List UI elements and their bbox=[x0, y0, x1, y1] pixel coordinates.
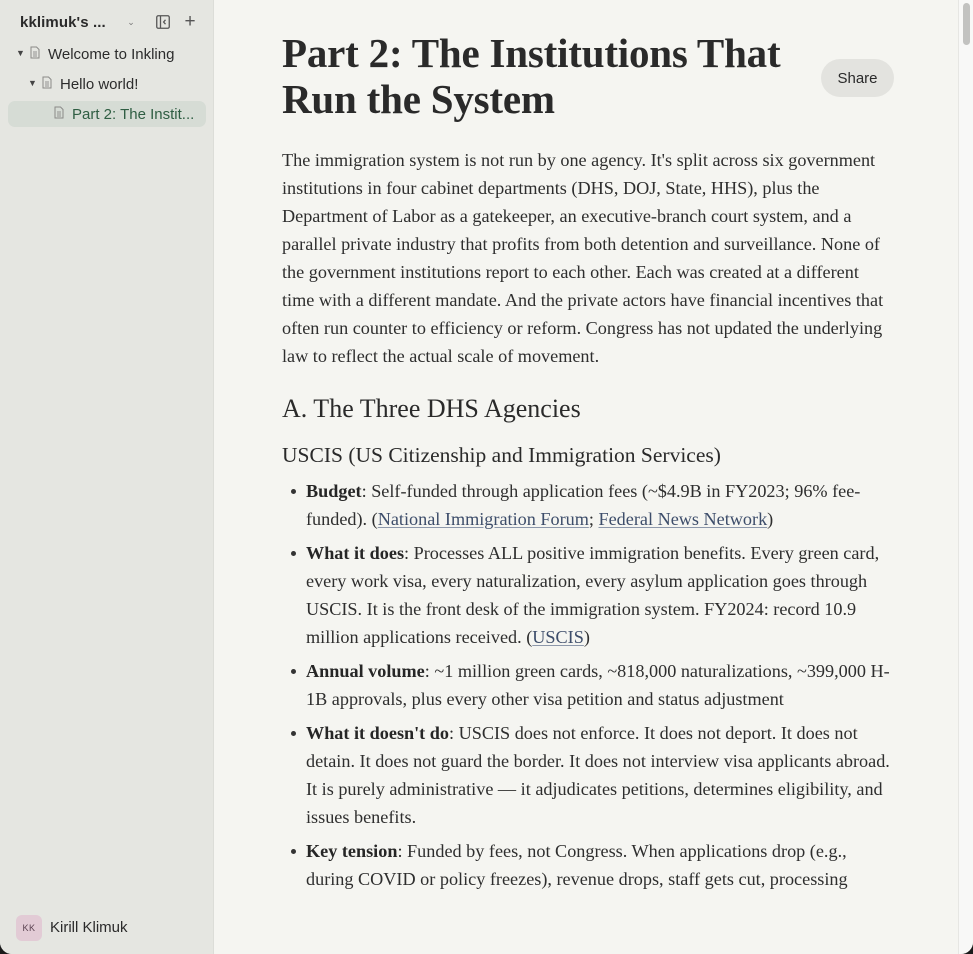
workspace-header bbox=[0, 10, 214, 36]
link-uscis[interactable]: USCIS bbox=[532, 627, 584, 647]
scrollbar-thumb[interactable] bbox=[963, 3, 970, 45]
bullet-label: Budget bbox=[306, 481, 362, 501]
bullet-text: : USCIS does not enforce. It does not deport. It does not detain. It does not guard the border. It does not interview visa applicants abroad. It is purely administrative — it adjudicates petitions, determines eligibility, and issues benefits. bbox=[306, 723, 890, 827]
bullet-text: : Funded by fees, not Congress. When applications drop (e.g., during COVID or policy freezes), revenue drops, staff gets cut, processing bbox=[306, 841, 848, 889]
list-item-budget bbox=[306, 477, 894, 533]
workspace-name[interactable]: kklimuk's ... bbox=[20, 14, 106, 31]
document-icon bbox=[30, 46, 40, 59]
sidebar bbox=[0, 0, 214, 954]
user-profile[interactable] bbox=[0, 912, 214, 944]
user-name: Kirill Klimuk bbox=[50, 919, 128, 936]
section-heading: A. The Three DHS Agencies bbox=[282, 394, 581, 423]
editor-pane bbox=[214, 0, 958, 954]
caret-down-icon[interactable]: ▼ bbox=[28, 78, 37, 88]
tree-item-label: Welcome to Inkling bbox=[48, 46, 175, 63]
plus-icon[interactable]: + bbox=[184, 11, 196, 32]
list-item-key-tension bbox=[306, 837, 894, 893]
bullet-label: What it does bbox=[306, 543, 405, 563]
vertical-scrollbar[interactable] bbox=[958, 0, 973, 954]
tree-item-label: Hello world! bbox=[60, 76, 139, 93]
list-item-what-it-does bbox=[306, 539, 894, 651]
share-button[interactable]: Share bbox=[821, 59, 894, 97]
sidebar-collapse-icon[interactable] bbox=[156, 15, 170, 29]
subsection-heading: USCIS (US Citizenship and Immigration Services) bbox=[282, 443, 721, 467]
intro-paragraph: The immigration system is not run by one agency. It's split across six government institutions in four cabinet departments (DHS, DOJ, State, HHS), plus the Department of Labor as a gatekeeper, an executive-branch court system, and a parallel private industry that profits from both detention and surveillance. None of the government institutions report to each other. Each was created at a different time with a different mandate. And the private actors have financial incentives that often run counter to efficiency or reform. Congress has not updated the underlying law to reflect the actual scale of movement. bbox=[282, 150, 884, 366]
bullet-label: Annual volume bbox=[306, 661, 425, 681]
avatar: KK bbox=[16, 915, 42, 941]
bullet-label: Key tension bbox=[306, 841, 398, 861]
link-separator: ; bbox=[588, 509, 599, 529]
bullet-suffix: ) bbox=[583, 627, 590, 647]
bullet-text: : Self-funded through application fees (~$4.9B in FY2023; 96% fee-funded). ( bbox=[306, 481, 861, 529]
caret-down-icon[interactable]: ▼ bbox=[16, 48, 25, 58]
document-body[interactable] bbox=[282, 30, 894, 899]
document-icon bbox=[42, 76, 52, 89]
bullet-text: : Processes ALL positive immigration benefits. Every green card, every work visa, every naturalization, every asylum application goes through USCIS. It is the front desk of the immigration system. FY2024: record 10.9 million applications received. ( bbox=[306, 543, 880, 647]
tree-item-welcome-to-inkling[interactable] bbox=[8, 41, 206, 67]
bullet-text: : ~1 million green cards, ~818,000 naturalizations, ~399,000 H-1B approvals, plus every other visa petition and status adjustment bbox=[306, 661, 890, 709]
tree-item-label: Part 2: The Instit... bbox=[72, 106, 195, 123]
list-item-what-it-doesnt-do bbox=[306, 719, 894, 831]
bullet-suffix: ) bbox=[767, 509, 774, 529]
bullet-list bbox=[282, 477, 894, 893]
page-title[interactable]: Part 2: The Institutions That Run the System bbox=[282, 30, 781, 122]
link-federal-news-network[interactable]: Federal News Network bbox=[598, 509, 768, 529]
tree-item-hello-world[interactable] bbox=[8, 71, 206, 97]
document-icon bbox=[54, 106, 64, 119]
bullet-label: What it doesn't do bbox=[306, 723, 449, 743]
tree-item-part-2[interactable] bbox=[8, 101, 206, 127]
link-national-immigration-forum[interactable]: National Immigration Forum bbox=[377, 509, 589, 529]
chevron-down-icon[interactable]: ⌄ bbox=[127, 17, 135, 27]
list-item-annual-volume bbox=[306, 657, 894, 713]
